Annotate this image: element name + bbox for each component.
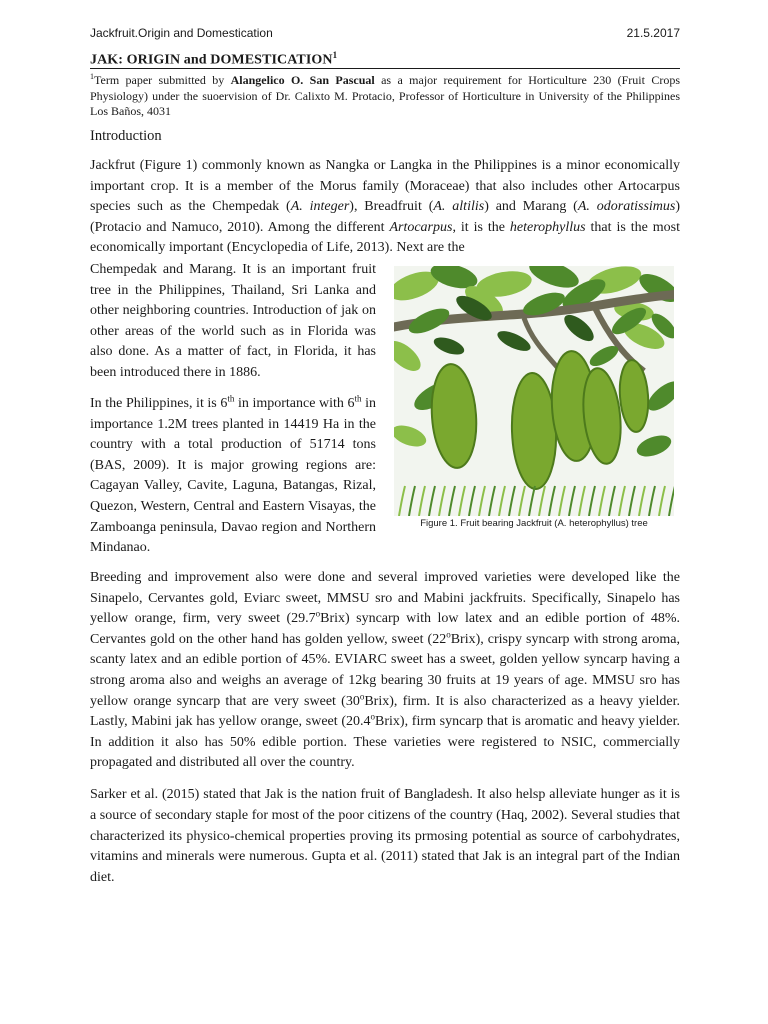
p1-text-b: ), Breadfruit ( (349, 199, 434, 215)
p4-text-d: Brix), firm. It is also characterized as a heavy yielder. Lastly, Mabini jak has yellow orange, sweet (20.4 (90, 693, 680, 730)
p1-species-heterophyllus: heterophyllus (509, 219, 586, 235)
figure-caption: Figure 1. Fruit bearing Jackfruit (A. heterophyllus) tree (420, 518, 648, 529)
p4-text-a: Breeding and improvement also were done and several improved varieties were developed like the Sinapelo, Cervantes gold, Eviarc sweet, MMSU sro and Mabini jackfruits. Specifically, Sinapelo has yellow orange, firm, very sweet (29.7 (90, 570, 680, 627)
p1-text-d: ) (Protacio and Namuco, 2010). Among the different (90, 199, 681, 235)
jackfruit-tree-illustration (394, 266, 674, 516)
p1-genus-artocarpus: Artocarpus (389, 219, 453, 235)
p4-degree-1: o (315, 608, 321, 619)
p3-text-c: in importance 1.2M trees planted in 14419 Ha in the country with a total production of 51714 tons (BAS, 2009). It is major growing regions are: Cagayan Valley, Cavite, Laguna, Batangas, Rizal, Quezon, Western, Central and Eastern Visayas, the Zamboanga peninsula, Davao region and Northern Mindanao. (90, 396, 376, 556)
title-footnote-mark: 1 (332, 50, 338, 60)
p3-text-b: in importance with 6 (234, 396, 355, 411)
paragraph-2: Chempedak and Marang. It is an important fruit tree in the Philippines, Thailand, Sri Lanka and other neighboring countries. Introduction of jak on other areas of the world such as in Florida was also done. As a matter of fact, in Florida, it has been introduced there in 1886. (90, 262, 376, 380)
p1-species-altilis: A. altilis (433, 199, 485, 215)
section-heading-introduction: Introduction (90, 128, 162, 144)
document-title (90, 50, 680, 69)
p1-text-e: , it is the (452, 219, 510, 235)
footnote-mark: 1 (90, 72, 94, 81)
p3-ordinal-1: th (227, 393, 235, 404)
p4-text-e: Brix), firm syncarp that is aromatic and heavy yielder. In addition it also has 50% edible portion. These varieties were registered to NSIC, commercially propagated and distributed all over the country. (90, 714, 680, 771)
p4-text-b: Brix) syncarp with low latex and an edible portion of 48%. Cervantes gold on the other hand has golden yellow, sweet (22 (90, 611, 680, 647)
p4-degree-4: o (370, 711, 376, 722)
p1-text-c: ) and Marang ( (484, 199, 578, 215)
p4-text-c: Brix), crispy syncarp with strong aroma, scanty latex and an edible portion of 45%. EVIARC sweet has a sweet, golden yellow syncarp having a strong aroma also and weighs an average of 12kg bearing 30 fruits at 19 years of age. MMSU sro has yellow orange syncarp that are very sweet (30 (90, 631, 680, 709)
footnote-author: Alangelico O. San Pascual (230, 73, 375, 87)
p1-text-f: that is the most economically important (Encyclopedia of Life, 2013). Next are the (90, 219, 680, 256)
paragraph-1 (90, 156, 680, 259)
figure-jackfruit-photo (394, 266, 674, 516)
paragraph-3 (90, 394, 376, 559)
paragraph-5: Sarker et al. (2015) stated that Jak is the nation fruit of Bangladesh. It also helsp alleviate hunger as it is a source of secondary staple for most of the poor citizens of the country (Haq, 2002). Several studies that characterized its physico-chemical properties proving its prmosing potential as source of carbohydrates, vitamins and minerals were numerous. Gupta et al. (2011) stated that Jak is an integral part of the Indian diet. (90, 787, 680, 886)
header-document-title: Jackfruit.Origin and Domestication (90, 26, 273, 40)
p4-degree-3: o (359, 690, 365, 701)
footnote-text-rest: as a major requirement for Horticulture 230 (Fruit Crops Physiology) under the suoervision of Dr. Calixto M. Protacio, Professor of Horticulture in University of the Philippines Los Baños, 4031 (90, 73, 680, 118)
p1-species-odoratissimus: A. odoratissimus (577, 199, 676, 215)
p1-text-a: Jackfrut (Figure 1) commonly known as Nangka or Langka in the Philippines is a minor economically important crop. It is a member of the Morus family (Moraceae) that also includes other Artocarpus species such as the Chempedak ( (90, 158, 680, 215)
p4-degree-2: o (446, 629, 451, 640)
header-date: 21.5.2017 (626, 26, 680, 40)
footnote-text: Term paper submitted by (94, 73, 231, 87)
title-text: JAK: ORIGIN and DOMESTICATION (90, 52, 333, 68)
p3-text-a: In the Philippines, it is 6 (90, 396, 228, 411)
p1-species-integer: A. integer (290, 199, 350, 215)
page-header (90, 26, 680, 44)
p3-ordinal-2: th (354, 393, 362, 404)
paragraph-4 (90, 568, 680, 774)
title-footnote (90, 69, 680, 120)
